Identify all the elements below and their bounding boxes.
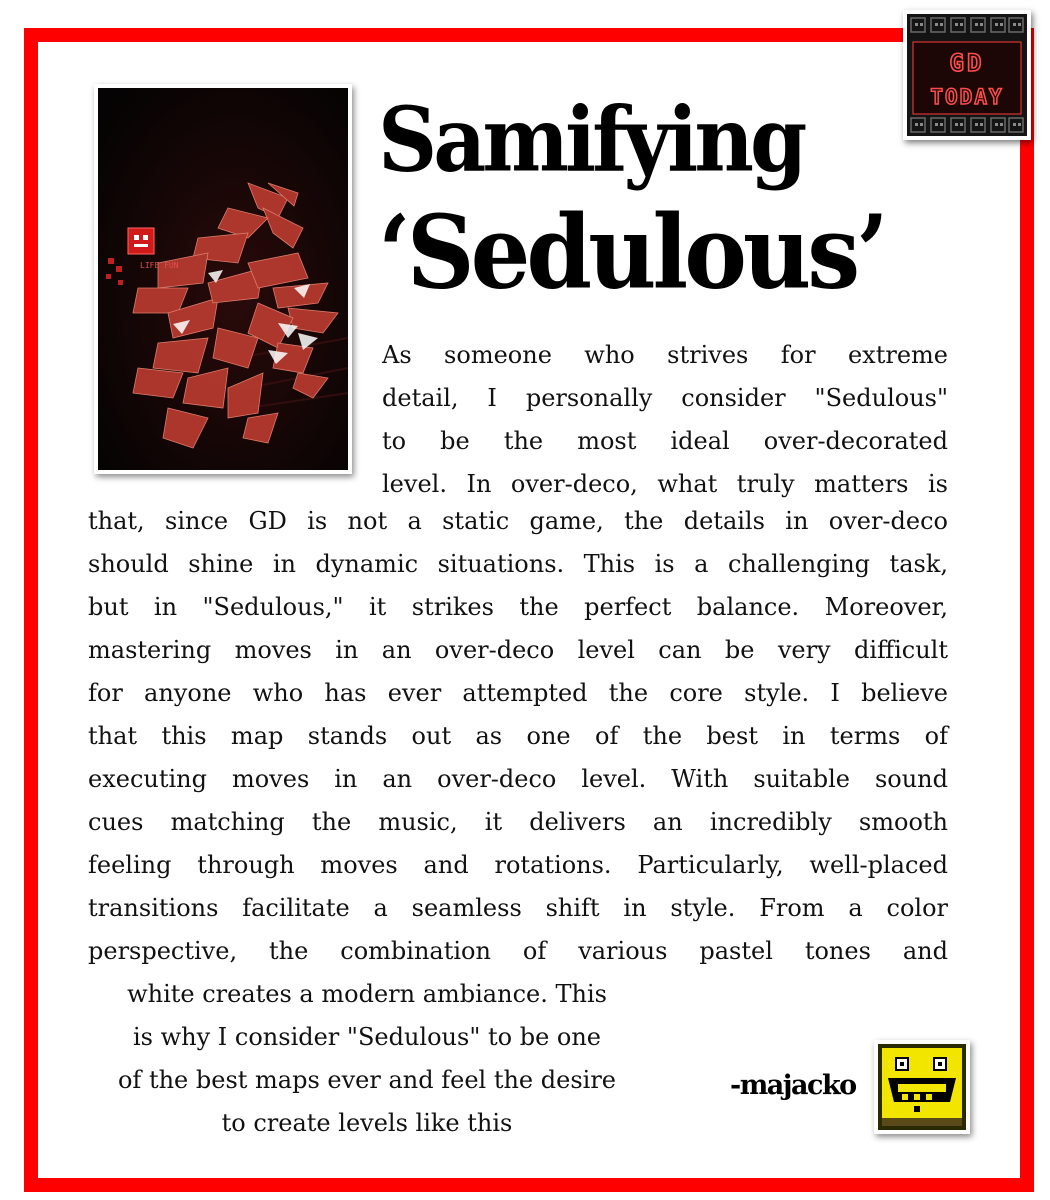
badge-gd-text: GD [949,49,985,77]
sedulous-wolf-artwork [98,88,348,470]
text-line: perspective, the combination of various pastel tones and [88,937,948,965]
text-line: level. In over-deco, what truly matters is [382,470,948,498]
text-line: that this map stands out as one of the best in terms of [88,722,948,750]
text-line: to be the most ideal over-decorated [382,427,948,455]
text-line: to create levels like this [221,1109,513,1137]
text-line: for anyone who has ever attempted the core style. I believe [88,679,948,707]
text-line: feeling through moves and rotations. Particularly, well-placed [88,851,948,879]
text-line: that, since GD is not a static game, the details in over-deco [88,507,948,535]
level-cover-art [94,84,352,474]
article-title [378,88,885,313]
majacko-cube-icon [874,1040,970,1134]
text-line: transitions facilitate a seamless shift in style. From a color [88,894,948,922]
text-line: white creates a modern ambiance. This [127,980,607,1008]
text-line: of the best maps ever and feel the desire [117,1066,616,1094]
title-line-2: ‘Sedulous’ [378,193,885,313]
text-line: detail, I personally consider "Sedulous" [382,384,948,412]
text-line: should shine in dynamic situations. This is a challenging task, [88,550,948,578]
text-line: mastering moves in an over-deco level can be very difficult [88,636,948,664]
text-line: is why I consider "Sedulous" to be one [132,1023,602,1051]
text-line: executing moves in an over-deco level. With suitable sound [88,765,948,793]
article-text-middle [88,500,948,973]
article-text-bottom [82,973,652,1145]
author-signature: -majacko [730,1070,856,1101]
cover-caption: LIFE FUN [140,261,179,270]
text-line: cues matching the music, it delivers an incredibly smooth [88,808,948,836]
badge-today-text: TODAY [930,85,1004,109]
gd-today-logo [903,10,1031,140]
text-line: As someone who strives for extreme [382,341,948,369]
article-text-top [382,334,948,506]
text-line: but in "Sedulous," it strikes the perfect balance. Moreover, [88,593,948,621]
title-line-1: Samifying [378,88,804,193]
